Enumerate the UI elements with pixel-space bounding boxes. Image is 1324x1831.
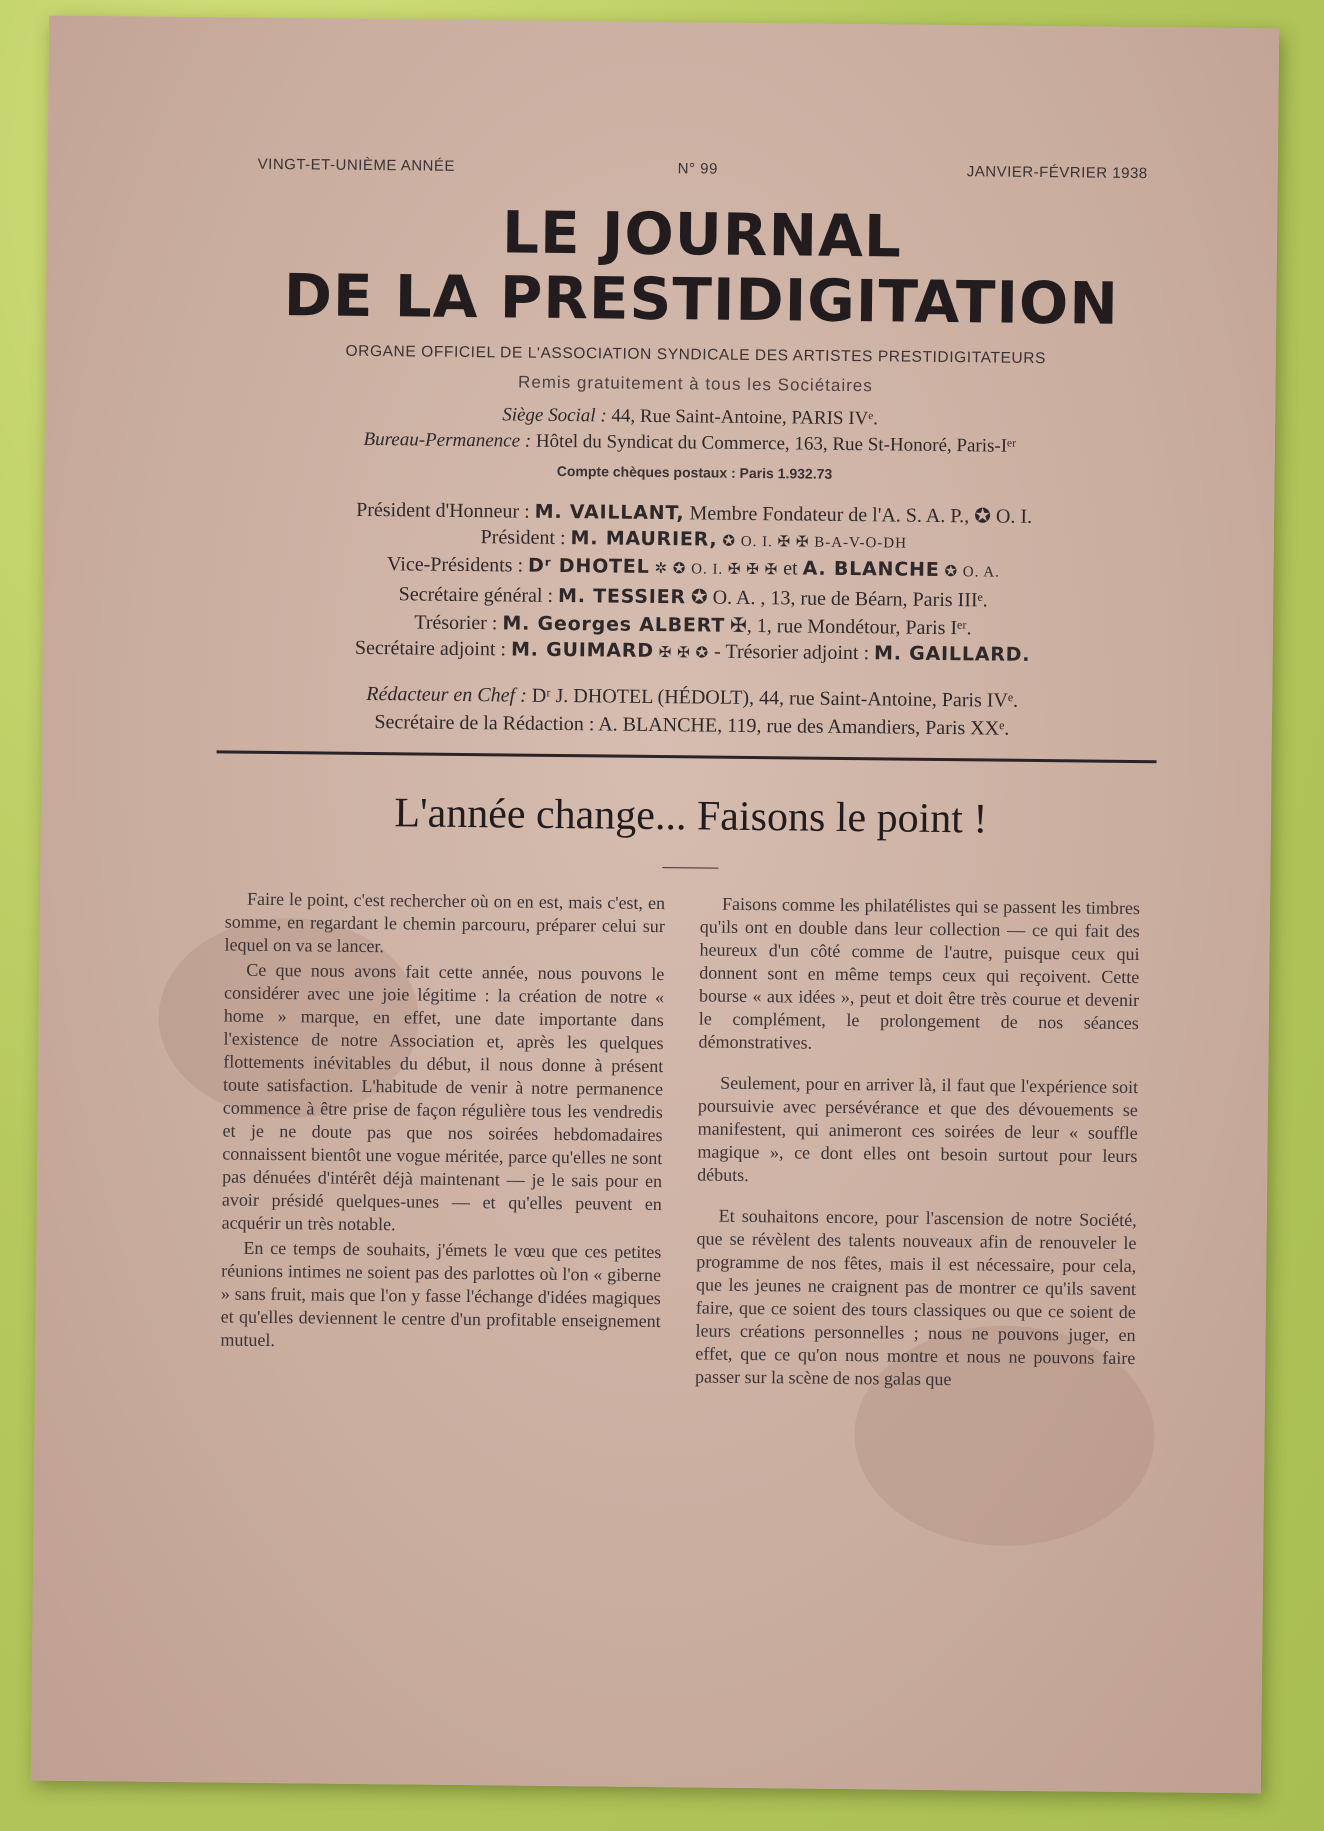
- editor-value: A. BLANCHE, 119, rue des Amandiers, Paris XXᵉ.: [598, 713, 1010, 740]
- article-headline: L'année change... Faisons le point !: [394, 790, 988, 843]
- issue-year: VINGT-ET-UNIÈME ANNÉE: [257, 155, 456, 175]
- officer-name: M. GAILLARD.: [873, 642, 1031, 666]
- officer-label: Secrétaire adjoint :: [354, 636, 507, 661]
- issue-number: N° 99: [677, 160, 718, 178]
- paragraph: Faire le point, c'est rechercher où on en est, mais c'est, en somme, en regardant le chemin parcouru, préparer celui sur lequel on va se lancer.: [224, 888, 666, 957]
- officer-decorations: ✠ ✠ ✪: [658, 645, 710, 662]
- headline-rule: [662, 867, 718, 869]
- editor-label: Rédacteur en Chef :: [366, 682, 527, 707]
- bureau-permanence: [195, 427, 1185, 459]
- article-column-right: [695, 892, 1140, 1395]
- officer-label: - Trésorier adjoint :: [713, 640, 870, 665]
- officer-decorations: ✲ ✪ O. I. ✠ ✠ ✠: [654, 560, 779, 579]
- journal-title-line1: LE JOURNAL: [501, 198, 903, 271]
- officer-name: M. TESSIER: [557, 584, 687, 609]
- divider-rule: [217, 750, 1157, 763]
- officer-details: ✠, 1, rue Mondétour, Paris Iᵉʳ.: [729, 614, 972, 640]
- officer-vice-presidents: [193, 551, 1193, 584]
- paragraph: Et souhaitons encore, pour l'ascension de notre Société, que se révèlent des talents nouveaux afin de renouveler le programme de nos fêtes, mais il est nécessaire, pour cela, que les jeunes ne craignent pas de montrer ce qu'ils savent faire, que ce soient des tours classiques ou que ce soient de leurs créations personnelles ; nous ne pouvons juger, en effet, que ce qu'on nous montre et nous ne pouvons faire passer sur la scène de nos galas que: [694, 1205, 1137, 1390]
- officer-label: Vice-Présidents :: [386, 553, 524, 577]
- paragraph: Faisons comme les philatélistes qui se passent les timbres qu'ils ont en double dans leur collection — ce qui fait des heureux d'un côté comme de l'autre, puisque ceux qui donnent sont en même temps ceux qui reçoivent. Cette bourse « aux idées », peut et doit être très courue et devenir le complément, le prolongement de nos séances démonstratives.: [698, 893, 1141, 1053]
- officer-decorations: ✪ O. A.: [944, 564, 1001, 581]
- editor-label: Secrétaire de la Rédaction :: [374, 711, 595, 736]
- siege-value: 44, Rue Saint-Antoine, PARIS IVᵉ.: [611, 405, 879, 430]
- editorial-secretary: [192, 709, 1192, 742]
- officer-label: Président d'Honneur :: [356, 498, 530, 523]
- officer-name: M. MAURIER,: [570, 527, 718, 551]
- officer-label: Trésorier :: [414, 611, 498, 635]
- officer-details: ✪ O. A. , 13, rue de Béarn, Paris IIIᵉ.: [690, 586, 988, 612]
- officer-name: M. GUIMARD: [510, 638, 654, 662]
- journal-subtitle: ORGANE OFFICIEL DE L'ASSOCIATION SYNDICALE DES ARTISTES PRESTIDIGITATEURS: [345, 342, 1047, 368]
- officer-name: A. BLANCHE: [802, 557, 940, 581]
- bureau-label: Bureau-Permanence :: [363, 428, 532, 452]
- issue-header: [258, 156, 1148, 189]
- issue-date: JANVIER-FÉVRIER 1938: [966, 163, 1148, 183]
- siege-label: Siège Social :: [502, 404, 607, 427]
- postal-account: Compte chèques postaux : Paris 1.932.73: [556, 462, 833, 482]
- conjunction: et: [783, 557, 798, 580]
- paragraph: Seulement, pour en arriver là, il faut que l'expérience soit poursuivie avec persévérance et que des dévouements se manifestent, qui animeront ces soirées de leur « souffle magique », ce dont elles ont besoin surtout pour leurs débuts.: [697, 1072, 1139, 1185]
- officer-decorations: ✪ O. I. ✠ ✠ B-A-V-O-DH: [722, 533, 908, 552]
- officer-name: M. Georges ALBERT: [502, 612, 726, 637]
- distribution-note: Remis gratuitement à tous les Sociétaires: [518, 372, 873, 396]
- journal-title-line2: DE LA PRESTIDIGITATION: [283, 261, 1120, 338]
- editor-in-chief: [192, 681, 1192, 714]
- officer-label: Secrétaire général :: [398, 583, 554, 607]
- officer-details: Membre Fondateur de l'A. S. A. P., ✪ O. I.: [689, 502, 1033, 528]
- editor-value: Dʳ J. DHOTEL (HÉDOLT), 44, rue Saint-Antoine, Paris IVᵉ.: [531, 684, 1019, 712]
- journal-page: [31, 16, 1279, 1794]
- article-column-left: [220, 887, 665, 1358]
- paragraph: En ce temps de souhaits, j'émets le vœu que ces petites réunions intimes ne soient pas des parlottes où l'on « giberne » sans fruit, mais que l'on y fasse l'échange d'idées magiques et qu'elles deviennent le centre d'un profitable enseignement mutuel.: [220, 1237, 662, 1351]
- officer-name: M. VAILLANT,: [534, 500, 685, 525]
- officer-name: Dʳ DHOTEL: [527, 554, 650, 578]
- paragraph: Ce que nous avons fait cette année, nous pouvons le considérer avec une joie légitime : la création de notre « home » marque, en effet, une date importante dans l'existence de notre Association et, après les quelques flottements inévitables du début, il nous donne à présent toute satisfaction. L'habitude de venir à notre permanence commence à être prise de façon régulière tous les vendredis et je ne doute pas que nos soirées hebdomadaires connaissent bientôt une vogue méritée, parce qu'elles ne sont pas dénuées d'intérêt déjà maintenant — je le sais pour en avoir présidé quelques-unes — et qu'elles peuvent en acquérir un très notable.: [221, 959, 665, 1235]
- officer-label: Président :: [480, 526, 566, 550]
- bureau-value: Hôtel du Syndicat du Commerce, 163, Rue St-Honoré, Paris-Iᵉʳ: [535, 430, 1017, 457]
